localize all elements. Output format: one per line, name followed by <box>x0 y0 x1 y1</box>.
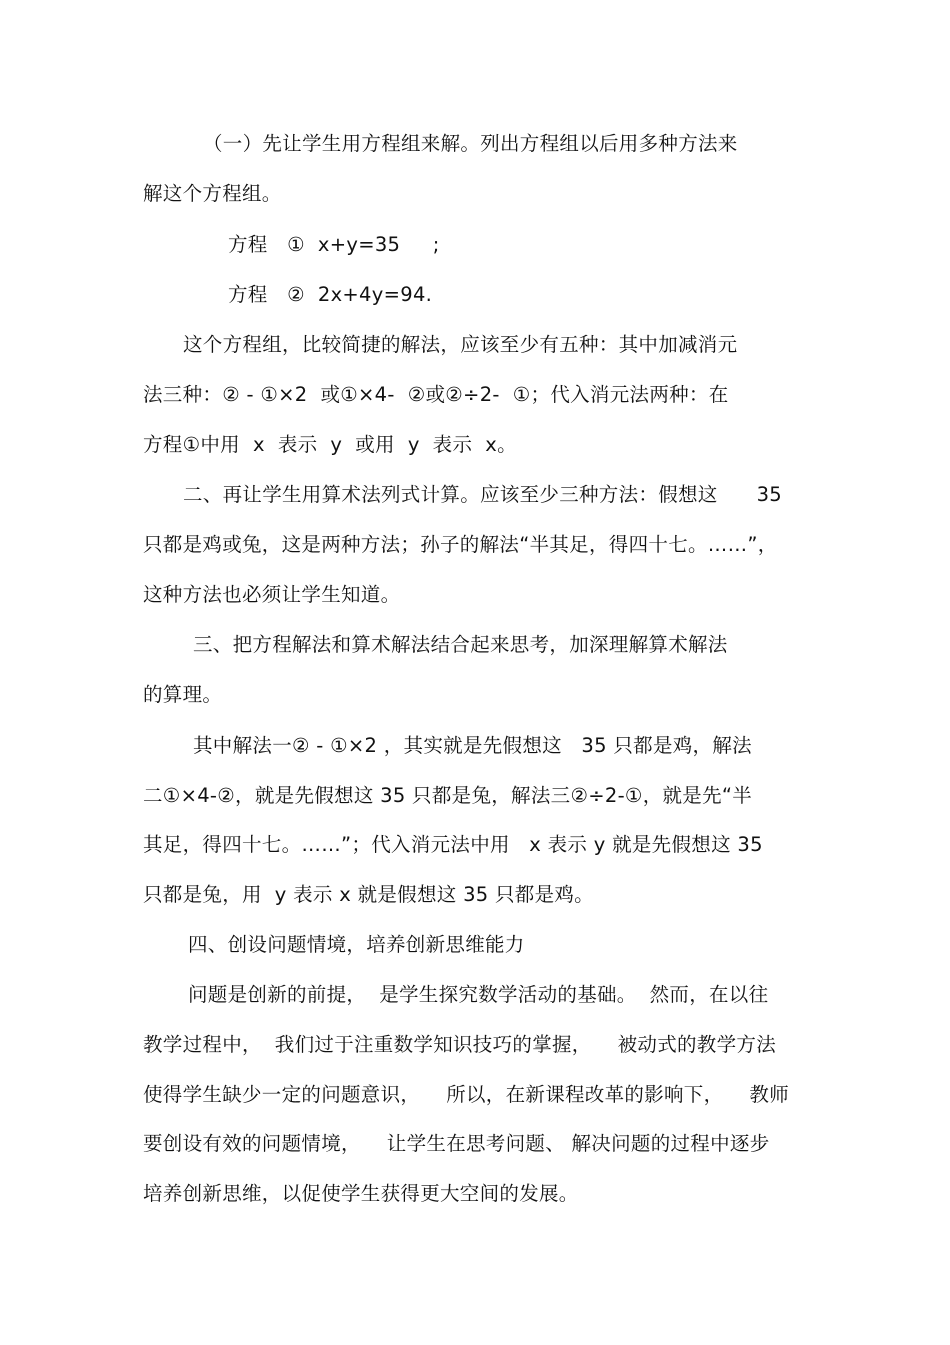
para-6-line-4: 要创设有效的问题情境， 让学生在思考问题、 解决问题的过程中逐步 <box>143 1132 770 1155</box>
para-3-line-2: 只都是鸡或兔，这是两种方法；孙子的解法“半其足，得四十七。……”， <box>143 533 778 556</box>
para-3-line-1: 二、再让学生用算术法列式计算。应该至少三种方法：假想这 35 <box>183 483 783 506</box>
section-heading-4: 四、创设问题情境，培养创新思维能力 <box>188 933 525 956</box>
para-6-line-3: 使得学生缺少一定的问题意识， 所以，在新课程改革的影响下， 教师 <box>143 1083 789 1106</box>
para-1-line-2: 解这个方程组。 <box>143 182 282 205</box>
para-6-line-2: 教学过程中， 我们过于注重数学知识技巧的掌握， 被动式的教学方法 <box>143 1033 776 1056</box>
para-5-line-1: 其中解法一② - ①×2 ，其实就是先假想这 35 只都是鸡，解法 <box>193 734 752 757</box>
para-5-line-4: 只都是兔，用 y 表示 x 就是假想这 35 只都是鸡。 <box>143 883 594 906</box>
para-1-line-1: （一）先让学生用方程组来解。列出方程组以后用多种方法来 <box>203 132 738 155</box>
para-6-line-1: 问题是创新的前提， 是学生探究数学活动的基础。 然而，在以往 <box>188 983 769 1006</box>
equation-1: 方程 ① x+y=35 ; <box>228 233 440 256</box>
para-5-line-2: 二①×4-②，就是先假想这 35 只都是兔，解法三②÷2-①，就是先“半 <box>143 784 753 807</box>
para-2-line-1: 这个方程组，比较简捷的解法，应该至少有五种：其中加减消元 <box>183 333 738 356</box>
para-2-line-3: 方程①中用 x 表示 y 或用 y 表示 x。 <box>143 433 517 456</box>
para-4-line-1: 三、把方程解法和算术解法结合起来思考，加深理解算术解法 <box>193 633 728 656</box>
para-3-line-3: 这种方法也必须让学生知道。 <box>143 583 401 606</box>
para-5-line-3: 其足，得四十七。……”；代入消元法中用 x 表示 y 就是先假想这 35 <box>143 833 763 856</box>
para-6-line-5: 培养创新思维，以促使学生获得更大空间的发展。 <box>143 1182 579 1205</box>
equation-2: 方程 ② 2x+4y=94. <box>228 283 433 306</box>
para-2-line-2: 法三种：② - ①×2 或①×4- ②或②÷2- ①；代入消元法两种：在 <box>143 383 729 406</box>
para-4-line-2: 的算理。 <box>143 683 223 706</box>
